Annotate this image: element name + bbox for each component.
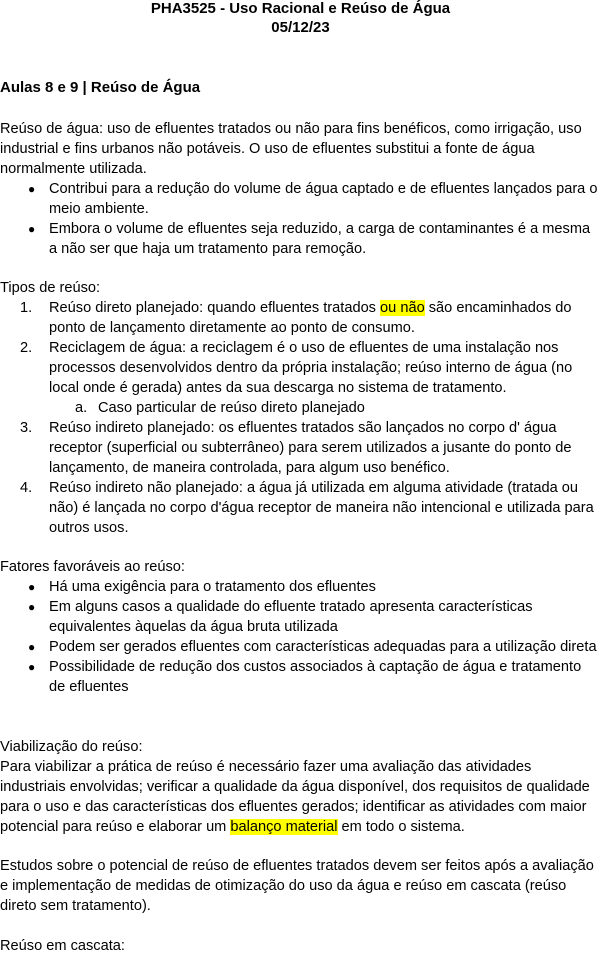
list-item-text: Embora o volume de efluentes seja reduzido, a carga de contaminantes é a mesma a não ser que haja um tratamento para remoção. [49, 221, 591, 257]
viabilizacao-heading: Viabilização do reúso: [0, 739, 143, 755]
list-item-text: Reúso direto planejado: quando efluentes tratados [49, 300, 381, 316]
paragraph-text: em todo o sistema. [337, 819, 465, 835]
highlighted-text: balanço material [230, 819, 338, 835]
intro-section [0, 119, 601, 259]
bullet-icon: ● [28, 222, 36, 236]
highlighted-text: ou não [380, 300, 425, 316]
list-item [0, 657, 601, 697]
list-item-text: Podem ser gerados efluentes com características adequadas para a utilização direta [49, 639, 597, 655]
fatores-heading: Fatores favoráveis ao reúso: [0, 559, 185, 575]
list-item [0, 637, 601, 657]
list-item [0, 577, 601, 597]
list-item [0, 338, 601, 398]
list-number: 3. [20, 420, 33, 436]
fatores-section [0, 557, 601, 697]
list-item-text: Há uma exigência para o tratamento dos efluentes [49, 579, 376, 595]
cascata-section [0, 936, 601, 956]
list-number: 2. [20, 340, 33, 356]
intro-paragraph: Reúso de água: uso de efluentes tratados ou não para fins benéficos, como irrigação, uso industrial e fins urbanos não potáveis. O uso de efluentes substitui a fonte de água normalmente utilizada. [0, 121, 582, 177]
list-item [0, 298, 601, 338]
paragraph-text: Para viabilizar a prática de reúso é necessário fazer uma avaliação das atividades industriais envolvidas; verificar a qualidade da água disponível, dos requisitos de qualidade para o uso e das características dos efluentes gerados; identificar as atividades com maior potencial para reúso e elaborar um [0, 759, 590, 835]
bullet-icon: ● [28, 600, 36, 614]
list-item [0, 179, 601, 219]
cascata-heading: Reúso em cascata: [0, 938, 125, 954]
intro-bullet-list [0, 179, 601, 259]
tipos-heading: Tipos de reúso: [0, 280, 101, 296]
list-item-text: Caso particular de reúso direto planejado [98, 400, 365, 416]
viabilizacao-section [0, 737, 601, 837]
list-item [0, 418, 601, 478]
tipos-numbered-list [0, 298, 601, 538]
viabilizacao-paragraph [0, 757, 601, 837]
bullet-icon: ● [28, 182, 36, 196]
list-item [0, 478, 601, 538]
list-item-text: Possibilidade de redução dos custos associados à captação de água e tratamento de efluentes [49, 659, 582, 695]
tipos-section [0, 278, 601, 538]
bullet-icon: ● [28, 580, 36, 594]
list-item-text: Reciclagem de água: a reciclagem é o uso de efluentes de uma instalação nos processos desenvolvidos dentro da própria instalação; reúso interno de água (no local onde é gerada) antes da sua descarga no sistema de tratamento. [49, 340, 573, 396]
document-date: 05/12/23 [271, 19, 330, 36]
list-item-text: são encaminhados do ponto de lançamento diretamente ao ponto de consumo. [49, 300, 572, 336]
list-number: 4. [20, 480, 33, 496]
estudos-paragraph: Estudos sobre o potencial de reúso de efluentes tratados devem ser feitos após a avaliação e implementação de medidas de otimização do uso da água e reúso em cascata (reúso direto sem tratamento). [0, 858, 594, 914]
list-item-text: Reúso indireto não planejado: a água já utilizada em alguma atividade (tratada ou não) é lançada no corpo d'água receptor de maneira não intencional e utilizada para outros usos. [49, 480, 594, 536]
bullet-icon: ● [28, 660, 36, 674]
list-number: 1. [20, 300, 33, 316]
list-item-text: Reúso indireto planejado: os efluentes tratados são lançados no corpo d' água receptor (superficial ou subterrâneo) para serem utilizados a jusante do ponto de lançamento, de maneira controlada, para algum uso benéfico. [49, 420, 572, 476]
bullet-icon: ● [28, 640, 36, 654]
list-item [0, 597, 601, 637]
list-letter: a. [75, 400, 88, 416]
section-heading: Aulas 8 e 9 | Reúso de Água [0, 79, 201, 96]
list-item [0, 219, 601, 259]
fatores-bullet-list [0, 577, 601, 697]
sub-list-item [0, 398, 601, 418]
estudos-section [0, 856, 601, 916]
document-title: PHA3525 - Uso Racional e Reúso de Água [150, 0, 451, 17]
list-item-text: Contribui para a redução do volume de água captado e de efluentes lançados para o meio ambiente. [49, 181, 598, 217]
list-item-text: Em alguns casos a qualidade do efluente tratado apresenta características equivalentes àquelas da água bruta utilizada [49, 599, 533, 635]
